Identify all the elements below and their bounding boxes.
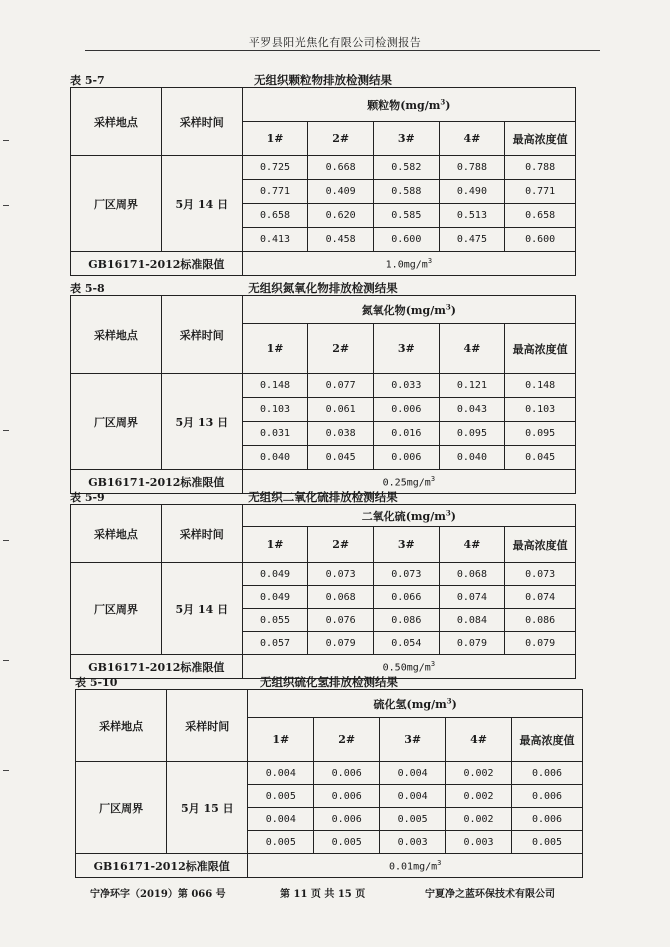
max-value-cell: 0.073 bbox=[505, 563, 576, 586]
standard-limit-label: GB16171-2012标准限值 bbox=[71, 655, 243, 679]
limit-value-text: 0.01mg/m bbox=[388, 861, 438, 873]
max-value-cell: 0.095 bbox=[505, 422, 576, 446]
measurement-cell: 0.068 bbox=[439, 563, 505, 586]
col-sampling-time: 采样时间 bbox=[167, 690, 248, 762]
standard-limit-value bbox=[248, 854, 583, 878]
col-point: 2# bbox=[308, 527, 374, 563]
pollutant-header bbox=[242, 505, 575, 527]
limit-row bbox=[76, 854, 583, 878]
unit-close: ) bbox=[450, 303, 456, 317]
table-number: 表 5-9 bbox=[70, 491, 105, 504]
measurement-cell: 0.076 bbox=[308, 609, 374, 632]
standard-limit-value bbox=[242, 252, 575, 276]
measurement-cell: 0.005 bbox=[380, 808, 446, 831]
measurement-cell: 0.003 bbox=[446, 831, 512, 854]
table-row bbox=[71, 563, 576, 586]
col-point: 3# bbox=[373, 122, 439, 156]
measurement-cell: 0.103 bbox=[242, 398, 308, 422]
measurement-cell: 0.121 bbox=[439, 374, 505, 398]
measurement-cell: 0.475 bbox=[439, 228, 505, 252]
measurement-cell: 0.040 bbox=[242, 446, 308, 470]
margin-mark bbox=[3, 770, 9, 771]
col-point: 3# bbox=[380, 718, 446, 762]
standard-limit-label: GB16171-2012标准限值 bbox=[76, 854, 248, 878]
col-sampling-time: 采样时间 bbox=[161, 88, 242, 156]
max-value-cell: 0.006 bbox=[511, 808, 582, 831]
col-max-value: 最高浓度值 bbox=[505, 527, 576, 563]
measurement-cell: 0.490 bbox=[439, 180, 505, 204]
col-sampling-site: 采样地点 bbox=[71, 296, 162, 374]
measurement-cell: 0.079 bbox=[439, 632, 505, 655]
unit-close: ) bbox=[445, 98, 451, 112]
table-row bbox=[76, 762, 583, 785]
col-sampling-site: 采样地点 bbox=[71, 505, 162, 563]
unit-label: (mg/m bbox=[405, 509, 446, 523]
measurement-cell: 0.771 bbox=[242, 180, 308, 204]
max-value-cell: 0.074 bbox=[505, 586, 576, 609]
measurement-cell: 0.458 bbox=[308, 228, 374, 252]
sampling-date: 5月 14 日 bbox=[161, 156, 242, 252]
measurement-cell: 0.004 bbox=[248, 762, 314, 785]
col-point: 1# bbox=[242, 122, 308, 156]
header-row bbox=[71, 505, 576, 527]
margin-mark bbox=[3, 205, 9, 206]
measurement-cell: 0.582 bbox=[373, 156, 439, 180]
measurement-cell: 0.002 bbox=[446, 785, 512, 808]
report-number: 宁净环字（2019）第 066 号 bbox=[90, 889, 226, 900]
header-row bbox=[71, 88, 576, 122]
max-value-cell: 0.148 bbox=[505, 374, 576, 398]
margin-mark bbox=[3, 140, 9, 141]
table-number: 表 5-7 bbox=[70, 74, 105, 87]
table-caption bbox=[70, 280, 576, 295]
measurement-cell: 0.057 bbox=[242, 632, 308, 655]
measurement-cell: 0.049 bbox=[242, 563, 308, 586]
results-table bbox=[75, 689, 583, 878]
measurement-cell: 0.588 bbox=[373, 180, 439, 204]
margin-mark bbox=[3, 660, 9, 661]
measurement-cell: 0.061 bbox=[308, 398, 374, 422]
measurement-cell: 0.005 bbox=[248, 831, 314, 854]
limit-value-exponent: 3 bbox=[437, 858, 442, 867]
results-table bbox=[70, 504, 576, 679]
limit-value-exponent: 3 bbox=[427, 256, 433, 265]
header-row bbox=[71, 296, 576, 324]
measurement-cell: 0.033 bbox=[373, 374, 439, 398]
sampling-site: 厂区周界 bbox=[76, 762, 167, 854]
col-sampling-site: 采样地点 bbox=[71, 88, 162, 156]
table-title: 无组织二氧化硫排放检测结果 bbox=[248, 490, 398, 504]
measurement-cell: 0.043 bbox=[439, 398, 505, 422]
measurement-cell: 0.585 bbox=[373, 204, 439, 228]
col-max-value: 最高浓度值 bbox=[505, 324, 576, 374]
max-value-cell: 0.600 bbox=[505, 228, 576, 252]
col-point: 1# bbox=[242, 527, 308, 563]
measurement-cell: 0.045 bbox=[308, 446, 374, 470]
pollutant-name: 硫化氢 bbox=[373, 697, 407, 711]
measurement-cell: 0.148 bbox=[242, 374, 308, 398]
col-point: 4# bbox=[439, 324, 505, 374]
report-header-title: 平罗县阳光焦化有限公司检测报告 bbox=[248, 36, 422, 49]
measurement-cell: 0.077 bbox=[308, 374, 374, 398]
measurement-cell: 0.095 bbox=[439, 422, 505, 446]
measurement-cell: 0.038 bbox=[308, 422, 374, 446]
measurement-cell: 0.006 bbox=[314, 785, 380, 808]
sampling-date: 5月 13 日 bbox=[161, 374, 242, 470]
results-table bbox=[70, 87, 576, 276]
unit-label: (mg/m bbox=[405, 303, 446, 317]
max-value-cell: 0.005 bbox=[511, 831, 582, 854]
measurement-cell: 0.409 bbox=[308, 180, 374, 204]
measurement-cell: 0.788 bbox=[439, 156, 505, 180]
limit-value-text: 1.0mg/m bbox=[385, 259, 428, 271]
table-title: 无组织氮氧化物排放检测结果 bbox=[248, 281, 398, 295]
col-point: 2# bbox=[314, 718, 380, 762]
table-number: 表 5-10 bbox=[75, 676, 118, 689]
table-row bbox=[71, 156, 576, 180]
unit-exponent: 3 bbox=[445, 301, 451, 311]
measurement-cell: 0.658 bbox=[242, 204, 308, 228]
unit-close: ) bbox=[450, 509, 456, 523]
sampling-date: 5月 15 日 bbox=[167, 762, 248, 854]
max-value-cell: 0.103 bbox=[505, 398, 576, 422]
table-caption bbox=[70, 489, 576, 504]
margin-mark bbox=[3, 540, 9, 541]
max-value-cell: 0.006 bbox=[511, 785, 582, 808]
col-point: 1# bbox=[242, 324, 308, 374]
table-title: 无组织颗粒物排放检测结果 bbox=[254, 73, 392, 87]
table-title: 无组织硫化氢排放检测结果 bbox=[260, 675, 398, 689]
sampling-site: 厂区周界 bbox=[71, 374, 162, 470]
measurement-cell: 0.725 bbox=[242, 156, 308, 180]
table-section bbox=[70, 280, 576, 494]
unit-label: (mg/m bbox=[400, 98, 441, 112]
measurement-cell: 0.031 bbox=[242, 422, 308, 446]
company-name: 宁夏净之蓝环保技术有限公司 bbox=[425, 889, 555, 900]
col-sampling-site: 采样地点 bbox=[76, 690, 167, 762]
measurement-cell: 0.084 bbox=[439, 609, 505, 632]
measurement-cell: 0.620 bbox=[308, 204, 374, 228]
unit-exponent: 3 bbox=[445, 507, 451, 517]
pollutant-name: 二氧化硫 bbox=[361, 509, 406, 523]
header-row bbox=[76, 690, 583, 718]
max-value-cell: 0.086 bbox=[505, 609, 576, 632]
col-max-value: 最高浓度值 bbox=[511, 718, 582, 762]
table-section bbox=[70, 489, 576, 679]
measurement-cell: 0.040 bbox=[439, 446, 505, 470]
standard-limit-label: GB16171-2012标准限值 bbox=[71, 470, 243, 494]
measurement-cell: 0.004 bbox=[380, 785, 446, 808]
measurement-cell: 0.086 bbox=[373, 609, 439, 632]
pollutant-header bbox=[242, 88, 575, 122]
table-number: 表 5-8 bbox=[70, 282, 105, 295]
pollutant-header bbox=[242, 296, 575, 324]
measurement-cell: 0.049 bbox=[242, 586, 308, 609]
col-point: 3# bbox=[373, 324, 439, 374]
col-point: 2# bbox=[308, 324, 374, 374]
sampling-site: 厂区周界 bbox=[71, 156, 162, 252]
measurement-cell: 0.073 bbox=[308, 563, 374, 586]
standard-limit-label: GB16171-2012标准限值 bbox=[71, 252, 243, 276]
measurement-cell: 0.079 bbox=[308, 632, 374, 655]
measurement-cell: 0.068 bbox=[308, 586, 374, 609]
unit-exponent: 3 bbox=[440, 96, 446, 106]
measurement-cell: 0.006 bbox=[373, 398, 439, 422]
col-point: 4# bbox=[439, 527, 505, 563]
limit-value-text: 0.50mg/m bbox=[382, 662, 431, 674]
measurement-cell: 0.002 bbox=[446, 762, 512, 785]
table-section bbox=[70, 72, 576, 276]
limit-value-exponent: 3 bbox=[430, 659, 436, 668]
max-value-cell: 0.079 bbox=[505, 632, 576, 655]
header-rule bbox=[85, 50, 600, 51]
table-caption bbox=[75, 674, 583, 689]
max-value-cell: 0.045 bbox=[505, 446, 576, 470]
measurement-cell: 0.066 bbox=[373, 586, 439, 609]
measurement-cell: 0.074 bbox=[439, 586, 505, 609]
col-sampling-time: 采样时间 bbox=[161, 296, 242, 374]
table-row bbox=[71, 374, 576, 398]
sampling-site: 厂区周界 bbox=[71, 563, 162, 655]
pollutant-name: 氮氧化物 bbox=[361, 303, 406, 317]
measurement-cell: 0.005 bbox=[248, 785, 314, 808]
limit-value-text: 0.25mg/m bbox=[382, 477, 431, 489]
measurement-cell: 0.016 bbox=[373, 422, 439, 446]
col-point: 4# bbox=[439, 122, 505, 156]
limit-value-exponent: 3 bbox=[430, 474, 436, 483]
measurement-cell: 0.006 bbox=[314, 808, 380, 831]
col-point: 2# bbox=[308, 122, 374, 156]
sampling-date: 5月 14 日 bbox=[161, 563, 242, 655]
table-caption bbox=[70, 72, 576, 87]
measurement-cell: 0.600 bbox=[373, 228, 439, 252]
measurement-cell: 0.006 bbox=[373, 446, 439, 470]
col-point: 1# bbox=[248, 718, 314, 762]
col-point: 3# bbox=[373, 527, 439, 563]
measurement-cell: 0.054 bbox=[373, 632, 439, 655]
max-value-cell: 0.771 bbox=[505, 180, 576, 204]
measurement-cell: 0.668 bbox=[308, 156, 374, 180]
unit-label: (mg/m bbox=[406, 697, 447, 711]
col-sampling-time: 采样时间 bbox=[161, 505, 242, 563]
max-value-cell: 0.658 bbox=[505, 204, 576, 228]
results-table bbox=[70, 295, 576, 494]
measurement-cell: 0.006 bbox=[314, 762, 380, 785]
unit-close: ) bbox=[451, 697, 457, 711]
measurement-cell: 0.055 bbox=[242, 609, 308, 632]
measurement-cell: 0.002 bbox=[446, 808, 512, 831]
unit-exponent: 3 bbox=[446, 695, 452, 705]
max-value-cell: 0.788 bbox=[505, 156, 576, 180]
pollutant-header bbox=[248, 690, 583, 718]
measurement-cell: 0.004 bbox=[380, 762, 446, 785]
col-max-value: 最高浓度值 bbox=[505, 122, 576, 156]
measurement-cell: 0.513 bbox=[439, 204, 505, 228]
measurement-cell: 0.073 bbox=[373, 563, 439, 586]
margin-mark bbox=[3, 430, 9, 431]
measurement-cell: 0.004 bbox=[248, 808, 314, 831]
measurement-cell: 0.413 bbox=[242, 228, 308, 252]
page-number: 第 11 页 共 15 页 bbox=[280, 889, 366, 900]
max-value-cell: 0.006 bbox=[511, 762, 582, 785]
pollutant-name: 颗粒物 bbox=[367, 98, 401, 112]
limit-row bbox=[71, 252, 576, 276]
measurement-cell: 0.003 bbox=[380, 831, 446, 854]
col-point: 4# bbox=[446, 718, 512, 762]
table-section bbox=[75, 674, 583, 878]
measurement-cell: 0.005 bbox=[314, 831, 380, 854]
